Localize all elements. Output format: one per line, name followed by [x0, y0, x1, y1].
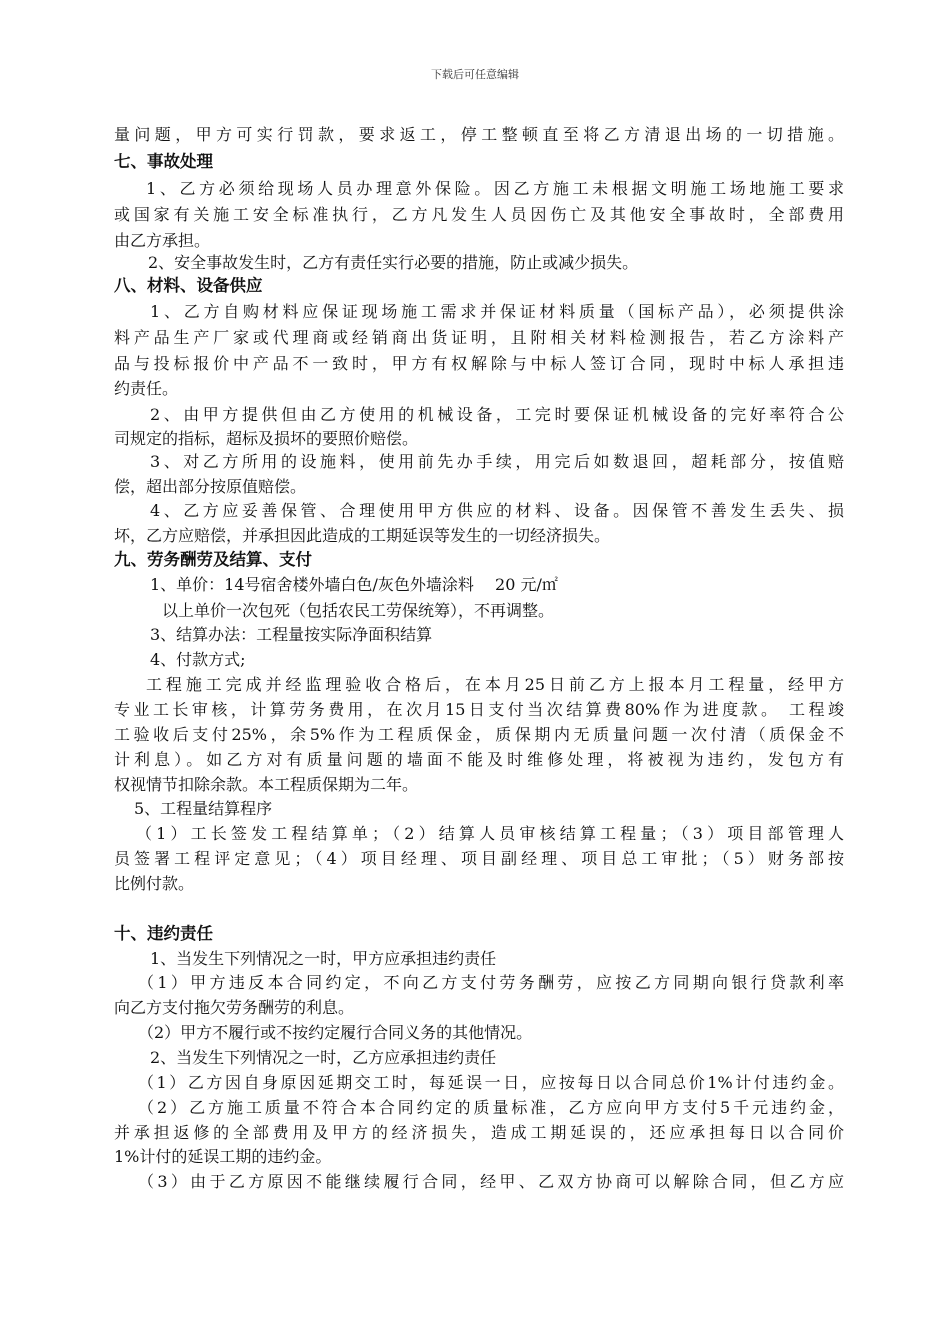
section-heading-8: 八、材料、设备供应: [114, 276, 263, 295]
paragraph-line: 偿，超出部分按原值赔偿。: [114, 477, 307, 496]
section-heading-7: 七、事故处理: [114, 152, 213, 171]
paragraph-line: （1）甲方违反本合同约定，不向乙方支付劳务酬劳，应按乙方同期向银行贷款利率: [138, 973, 844, 992]
paragraph-line: 以上单价一次包死（包括农民工劳保统筹），不再调整。: [162, 601, 555, 620]
paragraph-line: （1）工长签发工程结算单；（2）结算人员审核结算工程量；（3）项目部管理人: [136, 824, 844, 843]
paragraph-line: 1、当发生下列情况之一时，甲方应承担违约责任: [150, 949, 497, 968]
paragraph-line: 1、乙方自购材料应保证现场施工需求并保证材料质量（国标产品），必须提供涂: [150, 302, 844, 321]
paragraph-line: 约责任。: [114, 379, 179, 398]
paragraph-line: 量问题，甲方可实行罚款，要求返工，停工整顿直至将乙方清退出场的一切措施。: [114, 125, 844, 144]
paragraph-line: 品与投标报价中产品不一致时，甲方有权解除与中标人签订合同，现时中标人承担违: [114, 354, 844, 373]
paragraph-line: 向乙方支付拖欠劳务酬劳的利息。: [114, 998, 355, 1017]
paragraph-line: 比例付款。: [114, 874, 195, 893]
section-heading-9: 九、劳务酬劳及结算、支付: [114, 550, 312, 569]
paragraph-line: 员签署工程评定意见；（4）项目经理、项目副经理、项目总工审批；（5）财务部按: [114, 849, 844, 868]
section-heading-10: 十、违约责任: [114, 924, 213, 943]
paragraph-line: 专业工长审核，计算劳务费用，在次月15日支付当次结算费80%作为进度款。 工程竣: [114, 700, 844, 719]
paragraph-line: （1）乙方因自身原因延期交工时，每延误一日，应按每日以合同总价1%计付违约金。: [138, 1073, 844, 1092]
paragraph-line: 权视情节扣除余款。本工程质保期为二年。: [114, 775, 419, 794]
page-header: 下载后可任意编辑: [431, 68, 519, 81]
paragraph-line: 工验收后支付25%，余5%作为工程质保金，质保期内无质量问题一次付清（质保金不: [114, 725, 844, 744]
paragraph-line: 料产品生产厂家或代理商或经销商出货证明，且附相关材料检测报告，若乙方涂料产: [114, 328, 844, 347]
paragraph-line: 2、由甲方提供但由乙方使用的机械设备，工完时要保证机械设备的完好率符合公: [150, 405, 844, 424]
paragraph-line: 3、对乙方所用的设施料，使用前先办手续，用完后如数退回，超耗部分，按值赔: [150, 452, 844, 471]
paragraph-line: 由乙方承担。: [114, 231, 211, 250]
paragraph-line: 2、当发生下列情况之一时，乙方应承担违约责任: [150, 1048, 497, 1067]
paragraph-line: 3、结算办法：工程量按实际净面积结算: [150, 625, 433, 644]
paragraph-line: 1%计付的延误工期的违约金。: [114, 1147, 332, 1166]
paragraph-line: （3）由于乙方原因不能继续履行合同，经甲、乙双方协商可以解除合同，但乙方应: [138, 1172, 844, 1191]
paragraph-line: 计利息）。如乙方对有质量问题的墙面不能及时维修处理，将被视为违约，发包方有: [114, 750, 844, 769]
paragraph-line: 或国家有关施工安全标准执行，乙方凡发生人员因伤亡及其他安全事故时，全部费用: [114, 205, 844, 224]
paragraph-line: 1、单价：14号宿舍楼外墙白色/灰色外墙涂料 20 元/㎡: [150, 575, 558, 594]
paragraph-line: 坏，乙方应赔偿，并承担因此造成的工期延误等发生的一切经济损失。: [114, 526, 611, 545]
paragraph-line: 5、工程量结算程序: [134, 799, 273, 818]
paragraph-line: 4、付款方式;: [150, 650, 246, 669]
paragraph-line: 1、乙方必须给现场人员办理意外保险。因乙方施工未根据文明施工场地施工要求: [146, 179, 844, 198]
paragraph-line: 并承担返修的全部费用及甲方的经济损失，造成工期延误的，还应承担每日以合同价: [114, 1123, 844, 1142]
paragraph-line: （2）乙方施工质量不符合本合同约定的质量标准，乙方应向甲方支付5千元违约金，: [138, 1098, 844, 1117]
paragraph-line: 工程施工完成并经监理验收合格后，在本月25日前乙方上报本月工程量，经甲方: [146, 675, 844, 694]
paragraph-line: 2、安全事故发生时，乙方有责任实行必要的措施，防止或减少损失。: [148, 253, 639, 272]
paragraph-line: （2）甲方不履行或不按约定履行合同义务的其他情况。: [138, 1023, 533, 1042]
paragraph-line: 4、乙方应妥善保管、合理使用甲方供应的材料、设备。因保管不善发生丢失、损: [150, 501, 844, 520]
paragraph-line: 司规定的指标，超标及损坏的要照价赔偿。: [114, 429, 419, 448]
